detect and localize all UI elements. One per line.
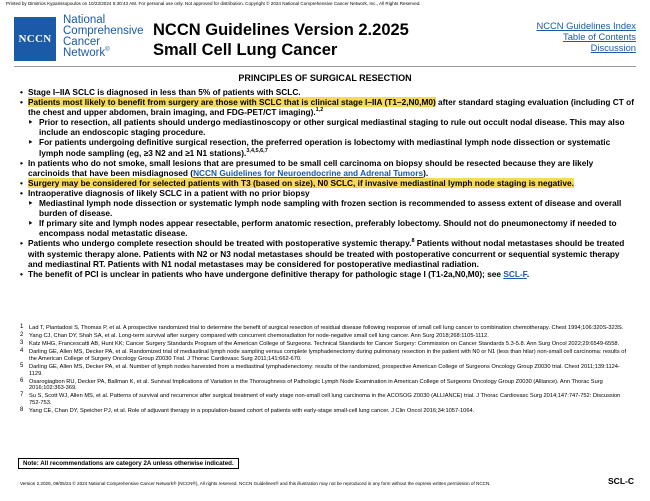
reference-number: 1: [20, 324, 24, 330]
highlight-t3: Surgery may be considered for selected patients with T3 (based on size), N0 SCLC, if invasive mediastinal lymph node staging is negative.: [28, 177, 574, 188]
reference-item: [20, 364, 630, 378]
reference-text: Katz MHG, Francescatti AB, Hunt KK; Cancer Surgery Standards Program of the American College of Surgeons. Technical Standards for Cancer Surgery: Commission on Cancer Standards 5.3-5.8. Ann Surg Oncol 2022;29:6549-6558.: [29, 340, 620, 347]
bullet-nonsmokers-text: In patients who do not smoke, small lesions that are presumed to be small cell carcinoma on biopsy should be resected because they are likely carcinoids that have been misdiagnosed (: [28, 157, 594, 178]
citation-3-7: 3,4,5,6,7: [246, 147, 268, 154]
footer-version: Version 2.2025, 09/05/24 © 2024 National Comprehensive Cancer Network® (NCCN®), All rights reserved. NCCN Guidelines® and this illustration may not be reproduced in any form without the express written permission of NCCN.: [20, 481, 491, 486]
sub-bullet-mediastinoscopy: ‣ Prior to resection, all patients should undergo mediastinoscopy or other surgical mediastinal staging to rule out occult nodal disease. This may also include an endoscopic staging procedure.: [20, 117, 634, 137]
bullet-list: [20, 87, 634, 279]
reference-text: Yang CJ, Chan DY, Shah SA, et al. Long-term survival after surgery compared with concurrent chemoradiation for node-negative small cell lung cancer. Ann Surg 2018;268:1105-1112.: [29, 332, 489, 339]
bullet-pci-end: .: [526, 268, 530, 279]
sub-bullet-node-dissection: ‣ Mediastinal lymph node dissection or systematic lymph node sampling with frozen section is recommended to assess extent of disease and overall burden of disease.: [20, 198, 634, 218]
reference-item: [20, 341, 630, 348]
logo-line-4: [63, 48, 144, 59]
cancer-type-title: Small Cell Lung Cancer: [153, 41, 338, 59]
nccn-logo-text: [63, 15, 144, 59]
reference-number: 7: [20, 392, 24, 399]
reference-number: 3: [20, 339, 24, 346]
bullet-intraoperative: • Intraoperative diagnosis of likely SCLC in a patient with no prior biopsy: [20, 188, 634, 198]
logo-registered-mark: ®: [105, 47, 110, 54]
reference-number: 2: [20, 331, 24, 338]
page-code: SCL-C: [608, 476, 634, 486]
bullet-postop-a: Patients who undergo complete resection should be treated with postoperative systemic therapy.: [28, 238, 412, 249]
guidelines-version-title: NCCN Guidelines Version 2.2025: [153, 21, 409, 39]
category-note: Note: All recommendations are category 2A unless otherwise indicated.: [18, 458, 239, 469]
reference-text: Osarogiagbon RU, Decker PA, Ballman K, et al. Survival Implications of Variation in the Thoroughness of Pathologic Lymph Node Examination in American College of Surgeons Oncology Group Z0030 (Alliance). Ann Thorac Surg 2016;102:363-369.: [29, 378, 603, 392]
bullet-postoperative-therapy: [20, 238, 634, 268]
nav-links: [536, 20, 636, 54]
reference-item: [20, 379, 630, 393]
logo-line-1: National: [63, 14, 106, 26]
reference-number: 5: [20, 362, 24, 369]
sub-bullet-anatomic-resection: ‣ If primary site and lymph nodes appear resectable, perform anatomic resection, preferably lobectomy. Should not do pneumonectomy if needed to encompass nodal metastatic disease.: [20, 218, 634, 238]
reference-text: Darling GE, Allen MS, Decker PA, et al. Randomized trial of mediastinal lymph node sampling versus complete lymphadenectomy during pulmonary resection in the patient with N0 or N1 (less than hilar) non-small cell carcinoma: results of the American College of Surgery Oncology Group Z0030 Trial. J Thorac Cardiovasc Surg 2011;141:662-670.: [29, 348, 627, 362]
logo-line-4-text: Network: [63, 47, 106, 59]
bullet-nonsmokers: [20, 158, 634, 178]
references: [20, 325, 630, 416]
highlight-benefit: Patients most likely to benefit from surgery are those with SCLC that is clinical stage I–IIA (T1–2,N0,M0): [28, 97, 436, 108]
logo-line-3: Cancer: [63, 36, 101, 48]
neuroendocrine-guidelines-link[interactable]: NCCN Guidelines for Neuroendocrine and Adrenal Tumors: [193, 167, 424, 178]
bullet-t3-surgery: [20, 178, 634, 188]
reference-item: [20, 349, 630, 363]
page-title: [153, 20, 409, 60]
bullet-stage-diagnosis: • Stage I–IIA SCLC is diagnosed in less than 5% of patients with SCLC.: [20, 87, 634, 97]
printed-by-notice: Printed by Dimitrios Kyparissopoulos on 10/23/2024 5:30:43 AM. For personal use only. Not approved for distribution. Copyright © 2024 National Comprehensive Cancer Network, Inc., All Rights Reserved.: [6, 1, 421, 6]
sub-bullet-lobectomy-text: For patients undergoing definitive surgical resection, the preferred operation is lobectomy with mediastinal lymph node dissection or systematic lymph node sampling (eg, ≥3 N2 and ≥1 N1 stations).: [39, 137, 611, 158]
bullet-pci-benefit: [20, 269, 634, 279]
reference-text: Su S, Scott WJ, Allen MS, et al. Patterns of survival and recurrence after surgical treatment of early stage non-small cell lung carcinoma in the ACOSOG Z0030 (ALLIANCE) trial. J Thorac Cardiovasc Surg 2014;147:747-752: Discussion 752-753.: [29, 393, 621, 407]
table-of-contents-link[interactable]: Table of Contents: [563, 31, 636, 43]
header-divider: [14, 66, 636, 67]
reference-number: 8: [20, 407, 24, 414]
sub-bullet-lobectomy: [20, 137, 634, 157]
bullet-pci-text: The benefit of PCI is unclear in patients who have undergone definitive therapy for pathologic stage I (T1-2a,N0,M0); see: [28, 268, 504, 279]
bullet-postop-b: Patients without nodal metastases should be treated with systemic therapy alone. Patients with N2 or N3 nodal metastases should be treated with postoperative concurrent or sequential systemic therapy and mediastinal RT. Patients with N1 nodal metastases may be considered for postoperative mediastinal radiation.: [28, 238, 625, 269]
nccn-logo-icon: NCCN: [14, 17, 56, 61]
guidelines-index-link[interactable]: NCCN Guidelines Index: [536, 20, 636, 31]
reference-text: Lad T, Piantadosi S, Thomas P, et al. A prospective randomized trial to determine the benefit of surgical resection of residual disease following response of small cell lung cancer to combination chemotherapy. Chest 1994;106:320S-323S.: [29, 325, 624, 331]
reference-number: 6: [20, 377, 24, 384]
reference-item: [20, 393, 630, 407]
reference-text: Yang CE, Chan DY, Speicher PJ, et al. Role of adjuvant therapy in a population-based cohort of patients with early-stage small-cell lung cancer. J Clin Oncol 2016;34:1057-1064.: [29, 408, 475, 415]
reference-item: [20, 333, 630, 340]
discussion-link[interactable]: Discussion: [590, 42, 636, 54]
bullet-nonsmokers-end: ).: [423, 167, 429, 178]
logo-line-2: Comprehensive: [63, 25, 144, 37]
bullet-patients-benefit-rest: after standard staging evaluation (including CT of the chest and upper abdomen, brain imaging, and FDG-PET/CT imaging).: [28, 97, 634, 118]
section-title: PRINCIPLES OF SURGICAL RESECTION: [238, 73, 412, 83]
citation-8: 8: [411, 238, 415, 245]
reference-text: Darling GE, Allen MS, Decker PA, et al. Number of lymph nodes harvested from a mediastinal lymphadenectomy: results of the randomized, prospective American College of Surgeons Oncology Group Z0030 trial. Chest 2011;139:1124-1129.: [29, 363, 620, 377]
citation-1-2: 1,2: [315, 107, 324, 114]
bullet-patients-benefit: [20, 97, 634, 117]
reference-item: [20, 325, 630, 332]
reference-item: [20, 408, 630, 415]
scl-f-link[interactable]: SCL-F: [503, 268, 527, 279]
reference-number: 4: [20, 347, 24, 354]
